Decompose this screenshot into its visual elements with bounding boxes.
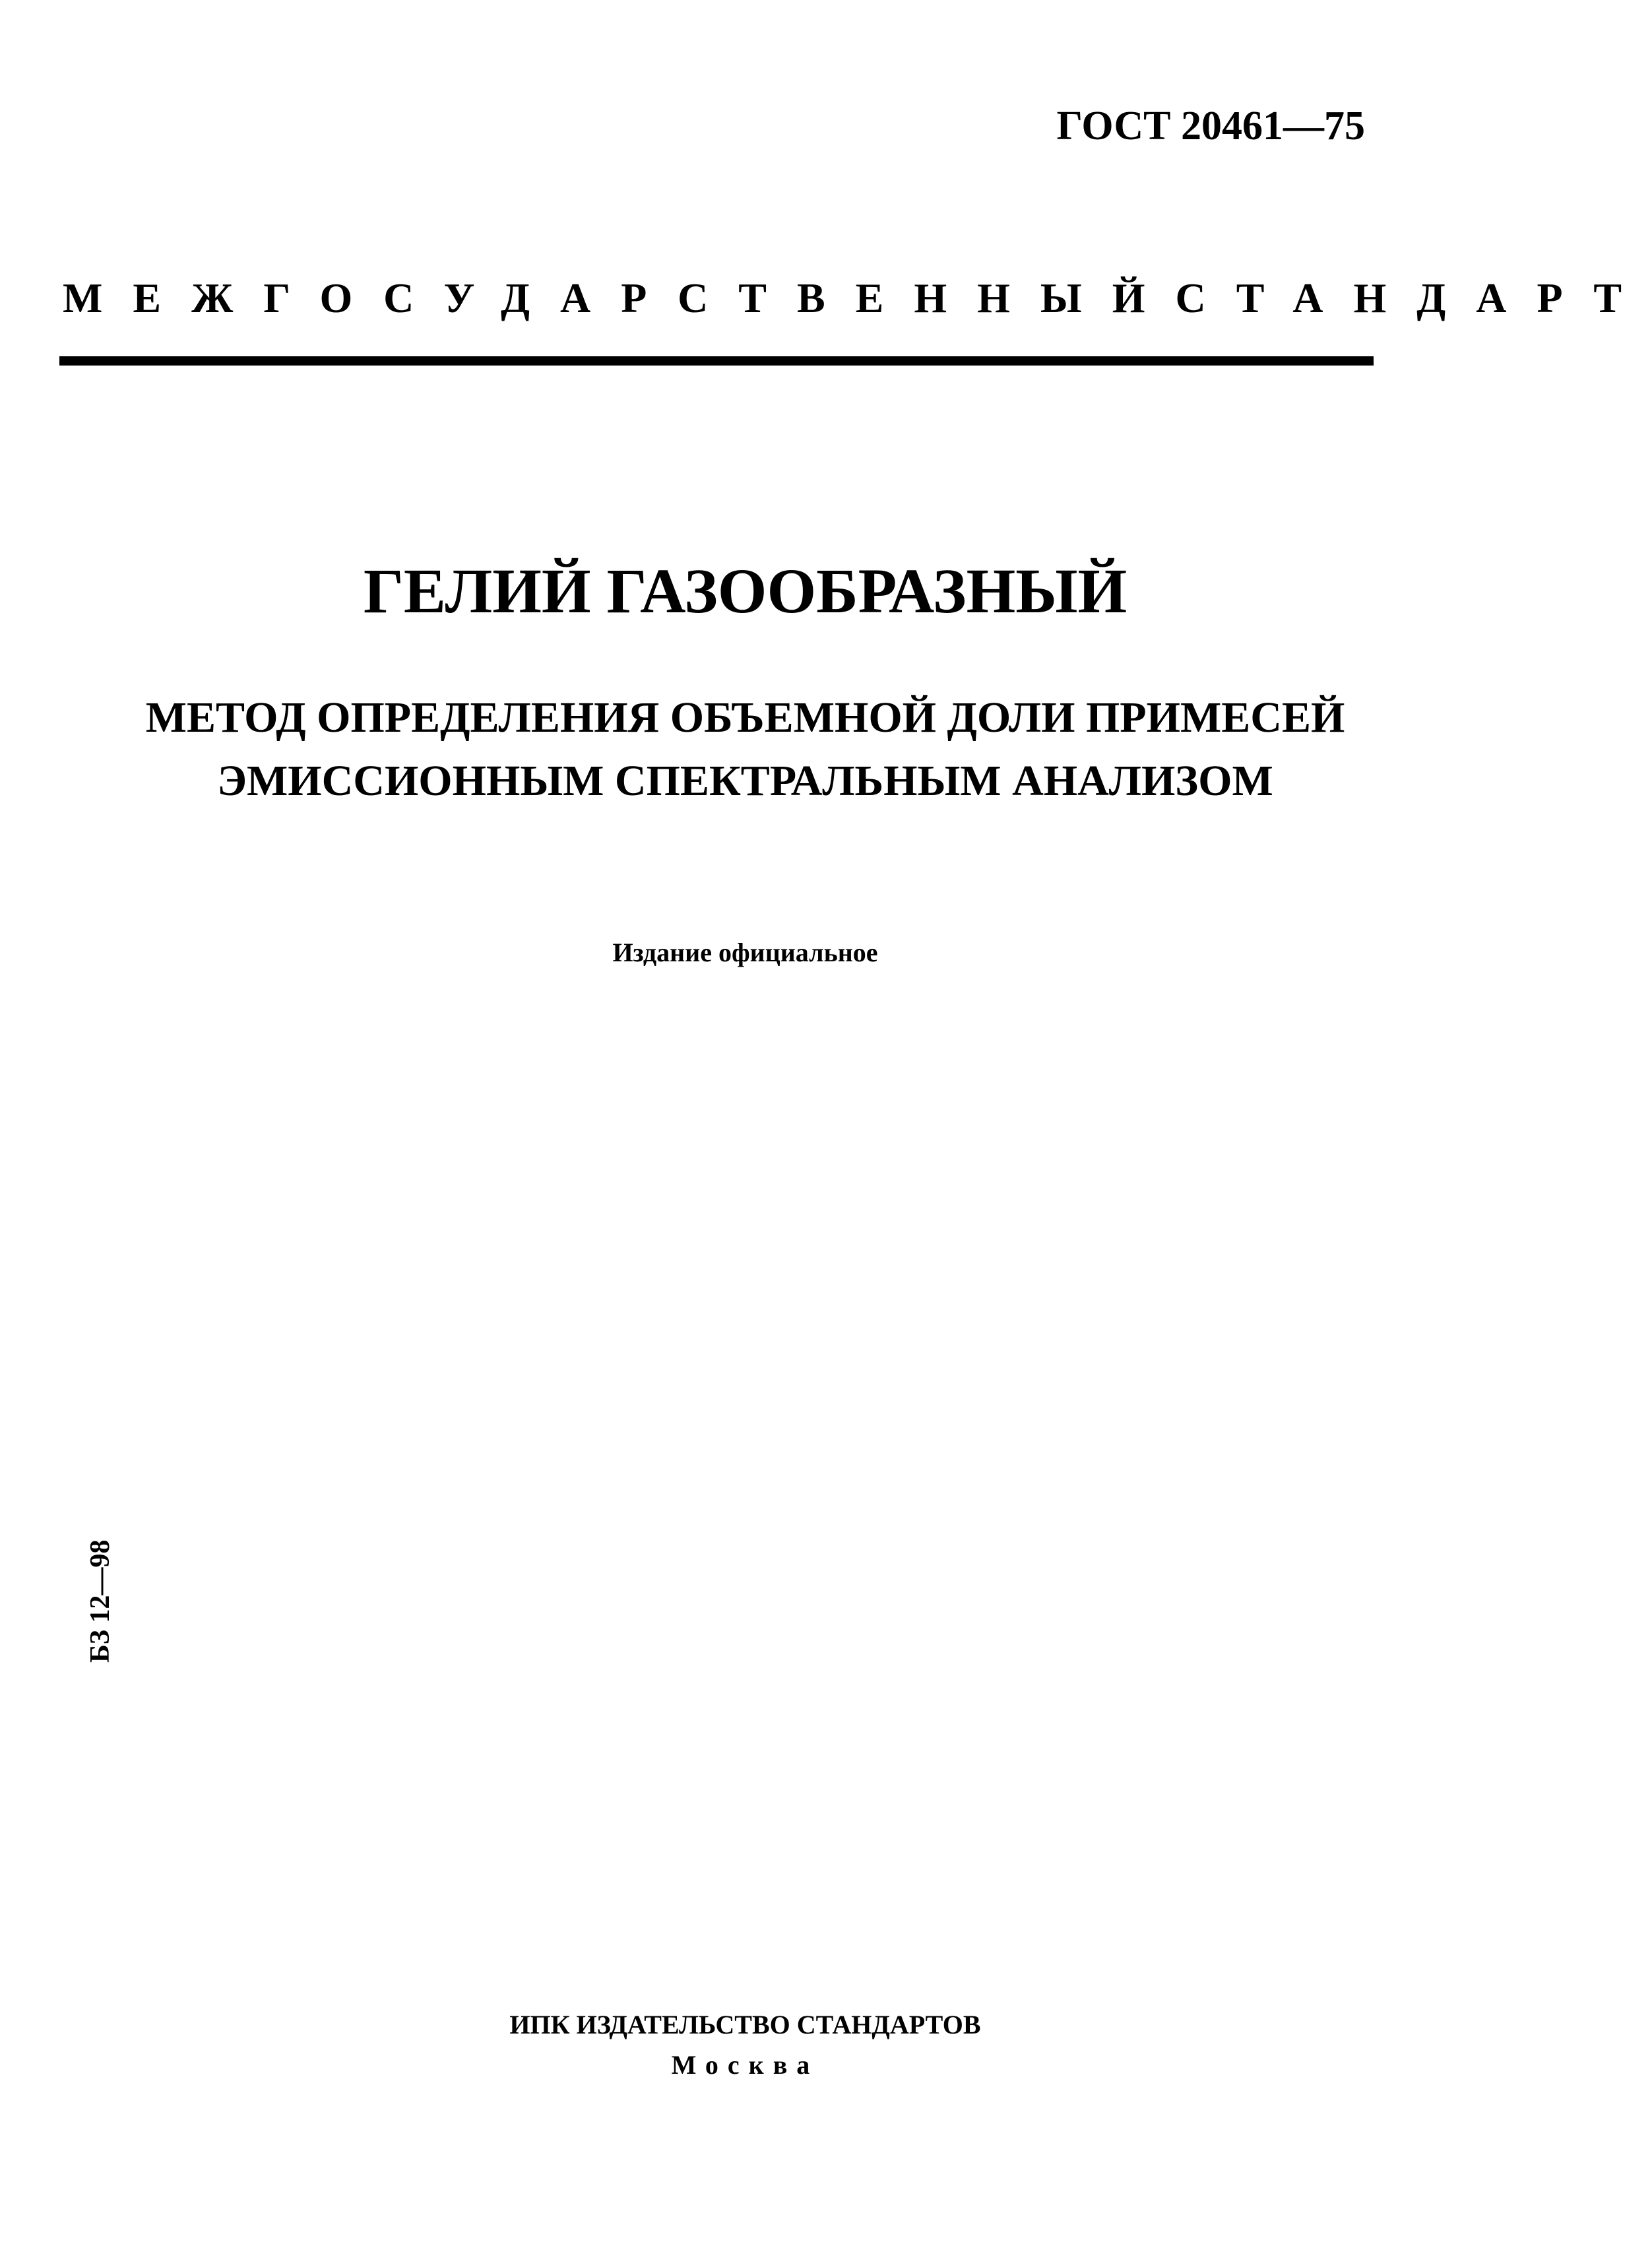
side-catalog-code: БЗ 12—98: [85, 1539, 115, 1663]
interstate-standard-heading: [63, 274, 1652, 321]
document-title: ГЕЛИЙ ГАЗООБРАЗНЫЙ: [363, 556, 1128, 626]
publisher-name: ИПК ИЗДАТЕЛЬСТВО СТАНДАРТОВ: [509, 2010, 981, 2039]
standard-number: ГОСТ 20461—75: [1056, 104, 1365, 148]
edition-note: Издание официальное: [612, 938, 878, 967]
heading-rule: [59, 356, 1374, 366]
document-subtitle: [0, 686, 1490, 813]
subtitle-line: ЭМИССИОННЫМ СПЕКТРАЛЬНЫМ АНАЛИЗОМ: [217, 757, 1273, 805]
interstate-word: МЕЖГОСУДАРСТВЕННЫЙ: [63, 274, 1176, 321]
standard-word: СТАНДАРТ: [1175, 274, 1652, 321]
publisher-city: Москва: [671, 2050, 819, 2080]
subtitle-line: МЕТОД ОПРЕДЕЛЕНИЯ ОБЪЕМНОЙ ДОЛИ ПРИМЕСЕЙ: [145, 693, 1345, 742]
